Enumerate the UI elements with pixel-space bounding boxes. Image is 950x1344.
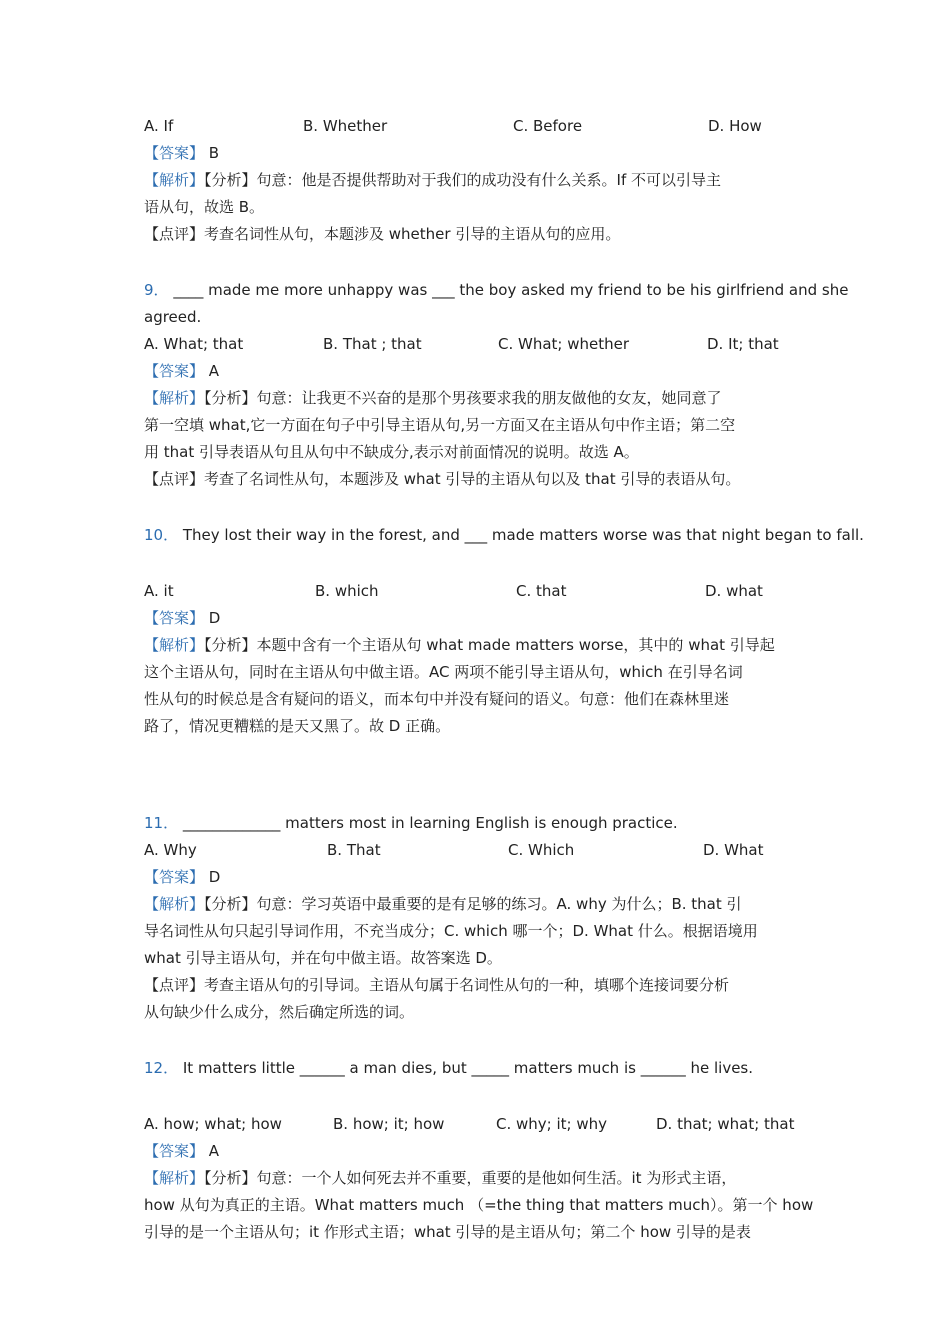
q11-analysis-line: 导名词性从句只起引导词作用，不充当成分；C. which 哪一个；D. What 什么。根据语境用 [144,922,758,940]
question-text: ____ made me more unhappy was ___ the boy asked my friend to be his girlfriend and she [173,281,849,299]
q8-comment: 【点评】考查名词性从句，本题涉及 whether 引导的主语从句的应用。 [144,225,621,243]
answer-tag: 【答案】 [144,144,205,162]
q8-option-c: C. Before [513,117,583,135]
question-text: They lost their way in the forest, and ___ made matters worse was that night began to fall. [182,526,864,544]
document-page [144,113,864,1246]
analysis-text: 【分析】句意：让我更不兴奋的是那个男孩要求我的朋友做他的女友，她同意了 [204,389,722,407]
question-text: _____________ matters most in learning English is enough practice. [182,814,678,832]
q11-comment: 从句缺少什么成分，然后确定所选的词。 [144,1003,415,1021]
q9-options [144,331,816,358]
answer-value: D [208,868,221,886]
q11-answer [144,864,816,891]
q8-option-b: B. Whether [303,117,388,135]
q10-option-c: C. that [516,582,567,600]
q9-option-d: D. It; that [707,335,779,353]
answer-tag: 【答案】 [144,609,205,627]
analysis-text: 【分析】句意：他是否提供帮助对于我们的成功没有什么关系。If 不可以引导主 [204,171,721,189]
q10-options [144,578,816,605]
q10-stem [144,522,864,549]
q10-analysis-line: 性从句的时候总是含有疑问的语义，而本句中并没有疑问的语义。句意：他们在森林里迷 [144,690,730,708]
q8-options [144,113,816,140]
analysis-text: 【分析】本题中含有一个主语从句 what made matters worse，其中的 what 引导起 [204,636,775,654]
q10-option-d: D. what [705,582,763,600]
q10-option-b: B. which [315,582,379,600]
q8-analysis-line: 语从句，故选 B。 [144,198,265,216]
answer-tag: 【答案】 [144,868,205,886]
q10-option-a: A. it [144,582,174,600]
q9-answer [144,358,816,385]
q8-analysis-line [144,167,816,194]
analysis-text: 【分析】句意：一个人如何死去并不重要，重要的是他如何生活。it 为形式主语， [204,1169,737,1187]
q9-analysis-line [144,385,816,412]
analysis-tag: 【解析】 [144,636,205,654]
q9-stem-cont: agreed. [144,308,202,326]
q12-stem [144,1055,816,1082]
q9-option-a: A. What; that [144,335,244,353]
question-number: 9． [144,281,169,299]
analysis-text: 【分析】句意：学习英语中最重要的是有足够的练习。A. why 为什么；B. that 引 [204,895,742,913]
q9-option-c: C. What; whether [498,335,630,353]
q12-analysis-line: 引导的是一个主语从句；it 作形式主语；what 引导的是主语从句；第二个 how 引导的是表 [144,1223,751,1241]
q8-option-a: A. If [144,117,174,135]
answer-value: A [208,1142,220,1160]
q12-option-a: A. how; what; how [144,1115,282,1133]
analysis-tag: 【解析】 [144,1169,205,1187]
q8-answer [144,140,816,167]
q10-answer [144,605,816,632]
question-number: 11． [144,814,179,832]
q11-comment: 【点评】考查主语从句的引导词。主语从句属于名词性从句的一种，填哪个连接词要分析 [144,976,730,994]
analysis-tag: 【解析】 [144,389,205,407]
q9-option-b: B. That ; that [323,335,422,353]
answer-tag: 【答案】 [144,1142,205,1160]
q10-analysis-line: 这个主语从句，同时在主语从句中做主语。AC 两项不能引导主语从句，which 在引导名词 [144,663,743,681]
q11-option-a: A. Why [144,841,197,859]
q11-analysis-line [144,891,816,918]
q11-option-d: D. What [703,841,764,859]
q10-analysis-line: 路了，情况更糟糕的是天又黑了。故 D 正确。 [144,717,451,735]
q9-stem [144,277,849,304]
question-text: It matters little ______ a man dies, but _____ matters much is ______ he lives. [182,1059,754,1077]
answer-value: A [208,362,220,380]
answer-value: B [208,144,220,162]
analysis-tag: 【解析】 [144,171,205,189]
answer-tag: 【答案】 [144,362,205,380]
q11-option-c: C. Which [508,841,575,859]
q12-option-d: D. that; what; that [656,1115,795,1133]
question-number: 10． [144,526,179,544]
q12-option-c: C. why; it; why [496,1115,608,1133]
answer-value: D [208,609,221,627]
q11-analysis-line: what 引导主语从句，并在句中做主语。故答案选 D。 [144,949,502,967]
q12-answer [144,1138,816,1165]
q9-analysis-line: 用 that 引导表语从句且从句中不缺成分,表示对前面情况的说明。故选 A。 [144,443,639,461]
q11-stem [144,810,816,837]
q12-analysis-line: how 从句为真正的主语。What matters much （=the thing that matters much）。第一个 how [144,1196,814,1214]
q12-option-b: B. how; it; how [333,1115,445,1133]
q9-analysis-line: 第一空填 what,它一方面在句子中引导主语从句,另一方面又在主语从句中作主语；第二空 [144,416,736,434]
analysis-tag: 【解析】 [144,895,205,913]
q9-comment: 【点评】考查了名词性从句，本题涉及 what 引导的主语从句以及 that 引导的表语从句。 [144,470,741,488]
q11-options [144,837,816,864]
q10-analysis-line [144,632,816,659]
q12-options [144,1111,816,1138]
q11-option-b: B. That [327,841,381,859]
q12-analysis-line [144,1165,816,1192]
q8-option-d: D. How [708,117,762,135]
question-number: 12． [144,1059,179,1077]
